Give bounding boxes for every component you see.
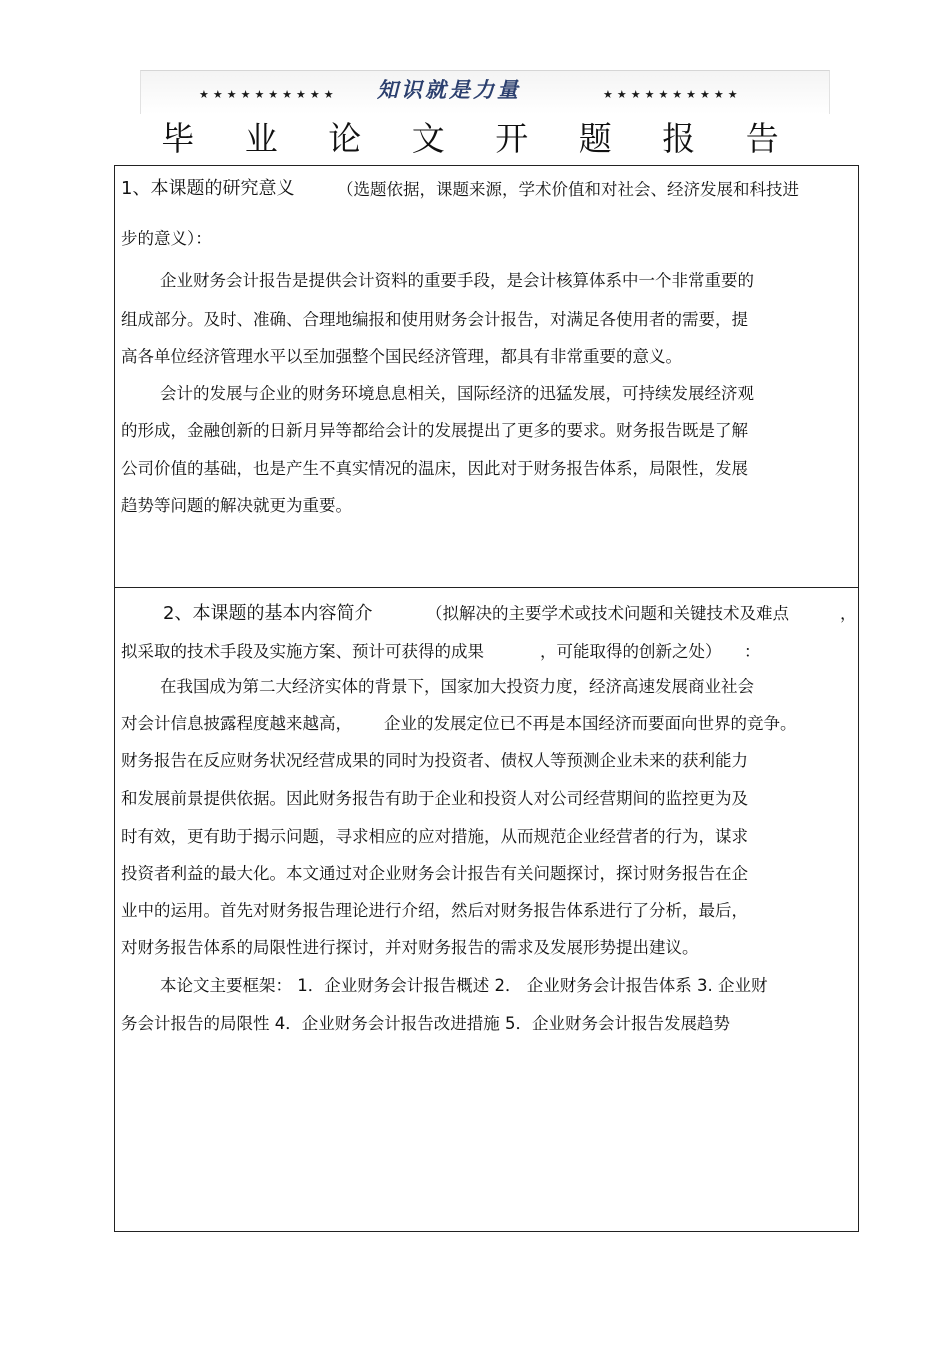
- star-row-left: ★★★★★★★★★★: [199, 88, 338, 101]
- section2-paragraph-line: 财务报告在反应财务状况经营成果的同时为投资者、债权人等预测企业未来的获利能力: [121, 751, 748, 770]
- section1-paragraph-line: 公司价值的基础，也是产生不真实情况的温床，因此对于财务报告体系，局限性，发展: [121, 459, 748, 478]
- section1-note-line2: 步的意义）：: [121, 229, 212, 248]
- section2-note-line1: （拟解决的主要学术或技术问题和关键技术及难点: [426, 604, 789, 623]
- section1-paragraph-line: 企业财务会计报告是提供会计资料的重要手段，是会计核算体系中一个非常重要的: [160, 271, 754, 290]
- section1-paragraph-line: 的形成，金融创新的日新月异等都给会计的发展提出了更多的要求。财务报告既是了解: [121, 421, 748, 440]
- section1-heading: 1、本课题的研究意义: [121, 178, 295, 199]
- section1-note-line1: （选题依据，课题来源，学术价值和对社会、经济发展和科技进: [337, 180, 799, 199]
- section2-paragraph-line: 业中的运用。首先对财务报告理论进行介绍，然后对财务报告体系进行了分析，最后，: [121, 901, 748, 920]
- section-box-significance: [114, 165, 859, 588]
- section2-framework-line: 本论文主要框架： 1．企业财务会计报告概述 2． 企业财务会计报告体系 3. 企业财: [160, 976, 768, 995]
- section2-paragraph-line: 企业的发展定位已不再是本国经济而要面向世界的竞争。: [384, 714, 797, 733]
- section2-paragraph-line: 时有效，更有助于揭示问题，寻求相应的应对措施，从而规范企业经营者的行为，谋求: [121, 827, 748, 846]
- section2-heading: 2、本课题的基本内容简介: [163, 603, 373, 624]
- section2-note-line2b: ，可能取得的创新之处）: [540, 642, 722, 661]
- section2-paragraph-line: 在我国成为第二大经济实体的背景下，国家加大投资力度，经济高速发展商业社会: [160, 677, 754, 696]
- section2-paragraph-line: 对会计信息披露程度越来越高，: [121, 714, 352, 733]
- header-banner: [140, 70, 830, 114]
- section2-paragraph-line: 对财务报告体系的局限性进行探讨，并对财务报告的需求及发展形势提出建议。: [121, 938, 699, 957]
- section1-paragraph-line: 会计的发展与企业的财务环境息息相关，国际经济的迅猛发展，可持续发展经济观: [160, 384, 754, 403]
- document-title: 毕 业 论 文 开 题 报 告: [161, 119, 799, 158]
- section2-note-line2: 拟采取的技术手段及实施方案、预计可获得的成果: [121, 642, 484, 661]
- section2-note-line2c: ：: [744, 642, 761, 661]
- section1-paragraph-line: 趋势等问题的解决就更为重要。: [121, 496, 352, 515]
- motto-text: 知识就是力量: [377, 77, 521, 102]
- section2-paragraph-line: 和发展前景提供依据。因此财务报告有助于企业和投资人对公司经营期间的监控更为及: [121, 789, 748, 808]
- star-row-right: ★★★★★★★★★★: [603, 88, 742, 101]
- section1-paragraph-line: 高各单位经济管理水平以至加强整个国民经济管理，都具有非常重要的意义。: [121, 347, 682, 366]
- section2-paragraph-line: 投资者利益的最大化。本文通过对企业财务会计报告有关问题探讨，探讨财务报告在企: [121, 864, 748, 883]
- section2-framework-line: 务会计报告的局限性 4．企业财务会计报告改进措施 5．企业财务会计报告发展趋势: [121, 1014, 730, 1033]
- section2-note-line1-end: ，: [840, 604, 857, 623]
- section1-paragraph-line: 组成部分。及时、准确、合理地编报和使用财务会计报告，对满足各使用者的需要，提: [121, 310, 748, 329]
